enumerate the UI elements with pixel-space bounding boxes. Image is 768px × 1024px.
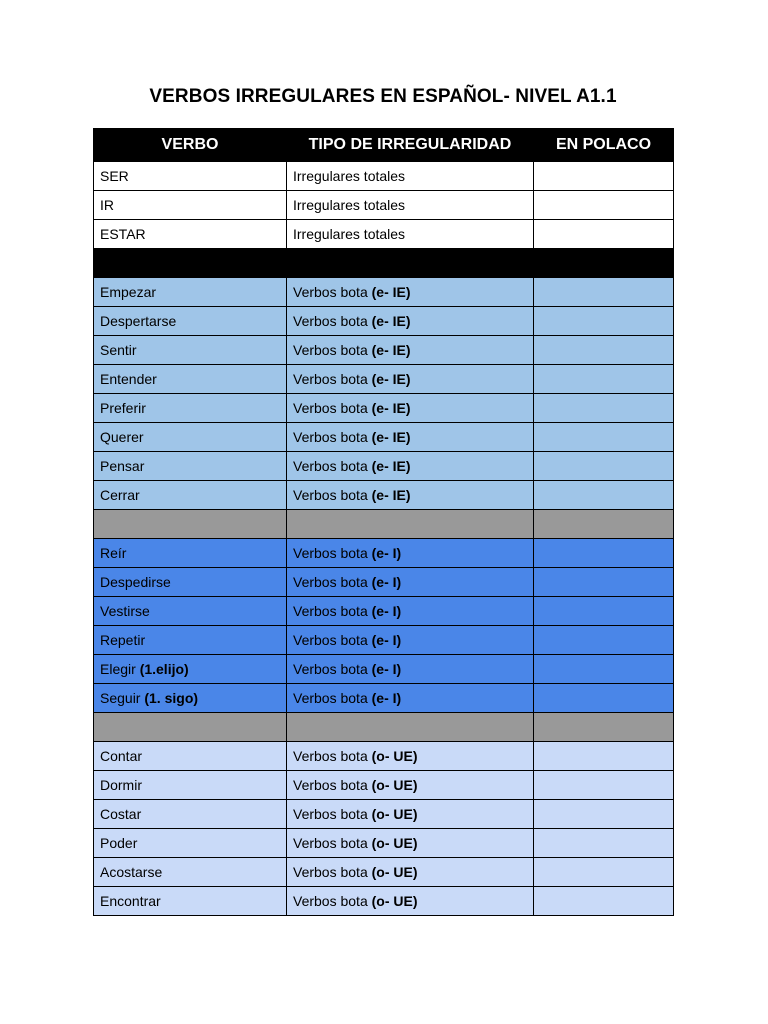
- verb-cell: [94, 336, 287, 365]
- polish-translation-cell: [534, 394, 674, 423]
- polish-translation-cell: [534, 858, 674, 887]
- irregularity-pattern: (o- UE): [371, 806, 418, 822]
- verb-text: Elegir: [100, 661, 140, 677]
- verb-cell: [94, 423, 287, 452]
- polish-translation-cell: [534, 771, 674, 800]
- table-row: [94, 162, 674, 191]
- irregularity-pattern: (e- I): [371, 661, 402, 677]
- separator-cell: [534, 713, 674, 742]
- irregularity-pattern: (e- I): [371, 690, 402, 706]
- verb-cell: [94, 307, 287, 336]
- table-row: [94, 771, 674, 800]
- irregularity-pattern: (e- IE): [371, 284, 411, 300]
- table-row: [94, 597, 674, 626]
- verb-text: Pensar: [100, 458, 145, 474]
- verb-text: SER: [100, 168, 129, 184]
- table-row: [94, 539, 674, 568]
- polish-translation-cell: [534, 829, 674, 858]
- irregularity-type: Verbos bota: [293, 371, 372, 387]
- verb-text: Repetir: [100, 632, 146, 648]
- verb-text: Poder: [100, 835, 138, 851]
- polish-translation-cell: [534, 568, 674, 597]
- irregularity-pattern: (o- UE): [371, 777, 418, 793]
- irregularity-type: Verbos bota: [293, 893, 372, 909]
- polish-translation-cell: [534, 597, 674, 626]
- table-row: [94, 365, 674, 394]
- irregularity-pattern: (o- UE): [371, 835, 418, 851]
- header-row: [94, 129, 674, 162]
- irregularity-cell: [287, 191, 534, 220]
- verb-text: Contar: [100, 748, 143, 764]
- verb-text: Reír: [100, 545, 127, 561]
- irregularity-cell: [287, 452, 534, 481]
- separator-cell: [287, 713, 534, 742]
- irregularity-cell: [287, 597, 534, 626]
- irregularity-type: Verbos bota: [293, 487, 372, 503]
- irregularity-cell: [287, 220, 534, 249]
- verb-text: Entender: [100, 371, 157, 387]
- verb-cell: [94, 684, 287, 713]
- polish-translation-cell: [534, 626, 674, 655]
- irregularity-pattern: (o- UE): [371, 864, 418, 880]
- table-row: [94, 626, 674, 655]
- verb-cell: [94, 568, 287, 597]
- separator-row: [94, 713, 674, 742]
- table-row: [94, 336, 674, 365]
- table-row: [94, 829, 674, 858]
- verb-cell: [94, 800, 287, 829]
- verb-cell: [94, 742, 287, 771]
- polish-translation-cell: [534, 336, 674, 365]
- irregularity-cell: [287, 336, 534, 365]
- irregularity-cell: [287, 829, 534, 858]
- header-verbo: VERBO: [94, 129, 287, 162]
- irregularity-pattern: (e- I): [371, 603, 402, 619]
- irregularity-type: Verbos bota: [293, 313, 372, 329]
- verb-cell: [94, 597, 287, 626]
- irregularity-pattern: (e- I): [371, 574, 402, 590]
- verb-text: Costar: [100, 806, 142, 822]
- irregularity-cell: [287, 278, 534, 307]
- polish-translation-cell: [534, 365, 674, 394]
- table-header: [94, 129, 674, 162]
- separator-cell: [94, 713, 287, 742]
- verb-text: Despertarse: [100, 313, 177, 329]
- verb-text: Acostarse: [100, 864, 163, 880]
- table-row: [94, 800, 674, 829]
- irregularity-type: Verbos bota: [293, 545, 372, 561]
- header-tipo: TIPO DE IRREGULARIDAD: [287, 129, 534, 162]
- irregularity-type: Verbos bota: [293, 574, 372, 590]
- irregularity-cell: [287, 394, 534, 423]
- verb-cell: [94, 365, 287, 394]
- irregularity-type: Verbos bota: [293, 864, 372, 880]
- table-row: [94, 568, 674, 597]
- verb-cell: [94, 887, 287, 916]
- verb-text: Empezar: [100, 284, 157, 300]
- polish-translation-cell: [534, 162, 674, 191]
- irregularity-pattern: (e- I): [371, 545, 402, 561]
- verb-text: Querer: [100, 429, 144, 445]
- polish-translation-cell: [534, 800, 674, 829]
- polish-translation-cell: [534, 423, 674, 452]
- table-row: [94, 684, 674, 713]
- verb-text: Sentir: [100, 342, 137, 358]
- table-row: [94, 307, 674, 336]
- polish-translation-cell: [534, 887, 674, 916]
- verb-cell: [94, 452, 287, 481]
- irregularity-cell: [287, 162, 534, 191]
- irregularity-cell: [287, 858, 534, 887]
- table-row: [94, 887, 674, 916]
- separator-row: [94, 249, 674, 278]
- polish-translation-cell: [534, 452, 674, 481]
- verb-text: Encontrar: [100, 893, 161, 909]
- polish-translation-cell: [534, 655, 674, 684]
- irregularity-type: Verbos bota: [293, 400, 372, 416]
- irregularity-cell: [287, 655, 534, 684]
- irregularity-type: Verbos bota: [293, 661, 372, 677]
- irregularity-type: Verbos bota: [293, 603, 372, 619]
- irregularity-cell: [287, 365, 534, 394]
- polish-translation-cell: [534, 684, 674, 713]
- table-row: [94, 278, 674, 307]
- verb-cell: [94, 858, 287, 887]
- irregularity-type: Verbos bota: [293, 284, 372, 300]
- polish-translation-cell: [534, 307, 674, 336]
- irregularity-type: Verbos bota: [293, 835, 372, 851]
- separator-cell: [534, 510, 674, 539]
- polish-translation-cell: [534, 481, 674, 510]
- table-row: [94, 423, 674, 452]
- verb-cell: [94, 220, 287, 249]
- verb-cell: [94, 162, 287, 191]
- irregularity-type: Verbos bota: [293, 748, 372, 764]
- irregularity-type: Verbos bota: [293, 458, 372, 474]
- irregularity-type: Irregulares totales: [293, 168, 406, 184]
- irregularity-cell: [287, 307, 534, 336]
- verb-cell: [94, 626, 287, 655]
- separator-row: [94, 510, 674, 539]
- verb-text: Cerrar: [100, 487, 140, 503]
- verb-text: Preferir: [100, 400, 146, 416]
- irregularity-type: Verbos bota: [293, 429, 372, 445]
- irregularity-pattern: (e- I): [371, 632, 402, 648]
- irregularity-type: Irregulares totales: [293, 226, 406, 242]
- verb-cell: [94, 278, 287, 307]
- irregularity-cell: [287, 800, 534, 829]
- irregularity-cell: [287, 481, 534, 510]
- irregularity-cell: [287, 771, 534, 800]
- verb-text: IR: [100, 197, 114, 213]
- verb-table: [93, 128, 674, 916]
- verb-note: (1. sigo): [144, 690, 199, 706]
- table-row: [94, 452, 674, 481]
- polish-translation-cell: [534, 220, 674, 249]
- irregularity-pattern: (e- IE): [371, 371, 411, 387]
- verb-cell: [94, 655, 287, 684]
- irregularity-cell: [287, 568, 534, 597]
- separator-cell: [94, 510, 287, 539]
- verb-text: ESTAR: [100, 226, 146, 242]
- irregularity-cell: [287, 539, 534, 568]
- irregularity-type: Verbos bota: [293, 690, 372, 706]
- polish-translation-cell: [534, 539, 674, 568]
- irregularity-pattern: (e- IE): [371, 487, 411, 503]
- table-body: [94, 162, 674, 916]
- irregularity-type: Verbos bota: [293, 342, 372, 358]
- verb-text: Despedirse: [100, 574, 171, 590]
- irregularity-type: Verbos bota: [293, 806, 372, 822]
- polish-translation-cell: [534, 278, 674, 307]
- irregularity-type: Verbos bota: [293, 777, 372, 793]
- verb-cell: [94, 829, 287, 858]
- irregularity-pattern: (e- IE): [371, 400, 411, 416]
- irregularity-cell: [287, 742, 534, 771]
- verb-note: (1.elijo): [139, 661, 189, 677]
- irregularity-pattern: (e- IE): [371, 313, 411, 329]
- header-en-polaco: EN POLACO: [534, 129, 674, 162]
- table-row: [94, 655, 674, 684]
- polish-translation-cell: [534, 191, 674, 220]
- table-row: [94, 394, 674, 423]
- table-row: [94, 220, 674, 249]
- irregularity-pattern: (e- IE): [371, 429, 411, 445]
- irregularity-type: Verbos bota: [293, 632, 372, 648]
- irregularity-cell: [287, 684, 534, 713]
- irregularity-cell: [287, 423, 534, 452]
- verb-text: Dormir: [100, 777, 142, 793]
- separator-cell: [94, 249, 287, 278]
- irregularity-pattern: (o- UE): [371, 748, 418, 764]
- table-row: [94, 742, 674, 771]
- irregularity-pattern: (e- IE): [371, 342, 411, 358]
- separator-cell: [287, 249, 534, 278]
- irregularity-pattern: (e- IE): [371, 458, 411, 474]
- separator-cell: [534, 249, 674, 278]
- verb-cell: [94, 771, 287, 800]
- irregularity-pattern: (o- UE): [371, 893, 418, 909]
- document-title: VERBOS IRREGULARES EN ESPAÑOL- NIVEL A1.1: [149, 86, 617, 107]
- verb-text: Vestirse: [100, 603, 150, 619]
- irregularity-type: Irregulares totales: [293, 197, 406, 213]
- verb-cell: [94, 481, 287, 510]
- verb-cell: [94, 539, 287, 568]
- verb-cell: [94, 191, 287, 220]
- table-row: [94, 858, 674, 887]
- table-row: [94, 481, 674, 510]
- table-row: [94, 191, 674, 220]
- irregularity-cell: [287, 626, 534, 655]
- irregularity-cell: [287, 887, 534, 916]
- verb-cell: [94, 394, 287, 423]
- separator-cell: [287, 510, 534, 539]
- polish-translation-cell: [534, 742, 674, 771]
- verb-text: Seguir: [100, 690, 145, 706]
